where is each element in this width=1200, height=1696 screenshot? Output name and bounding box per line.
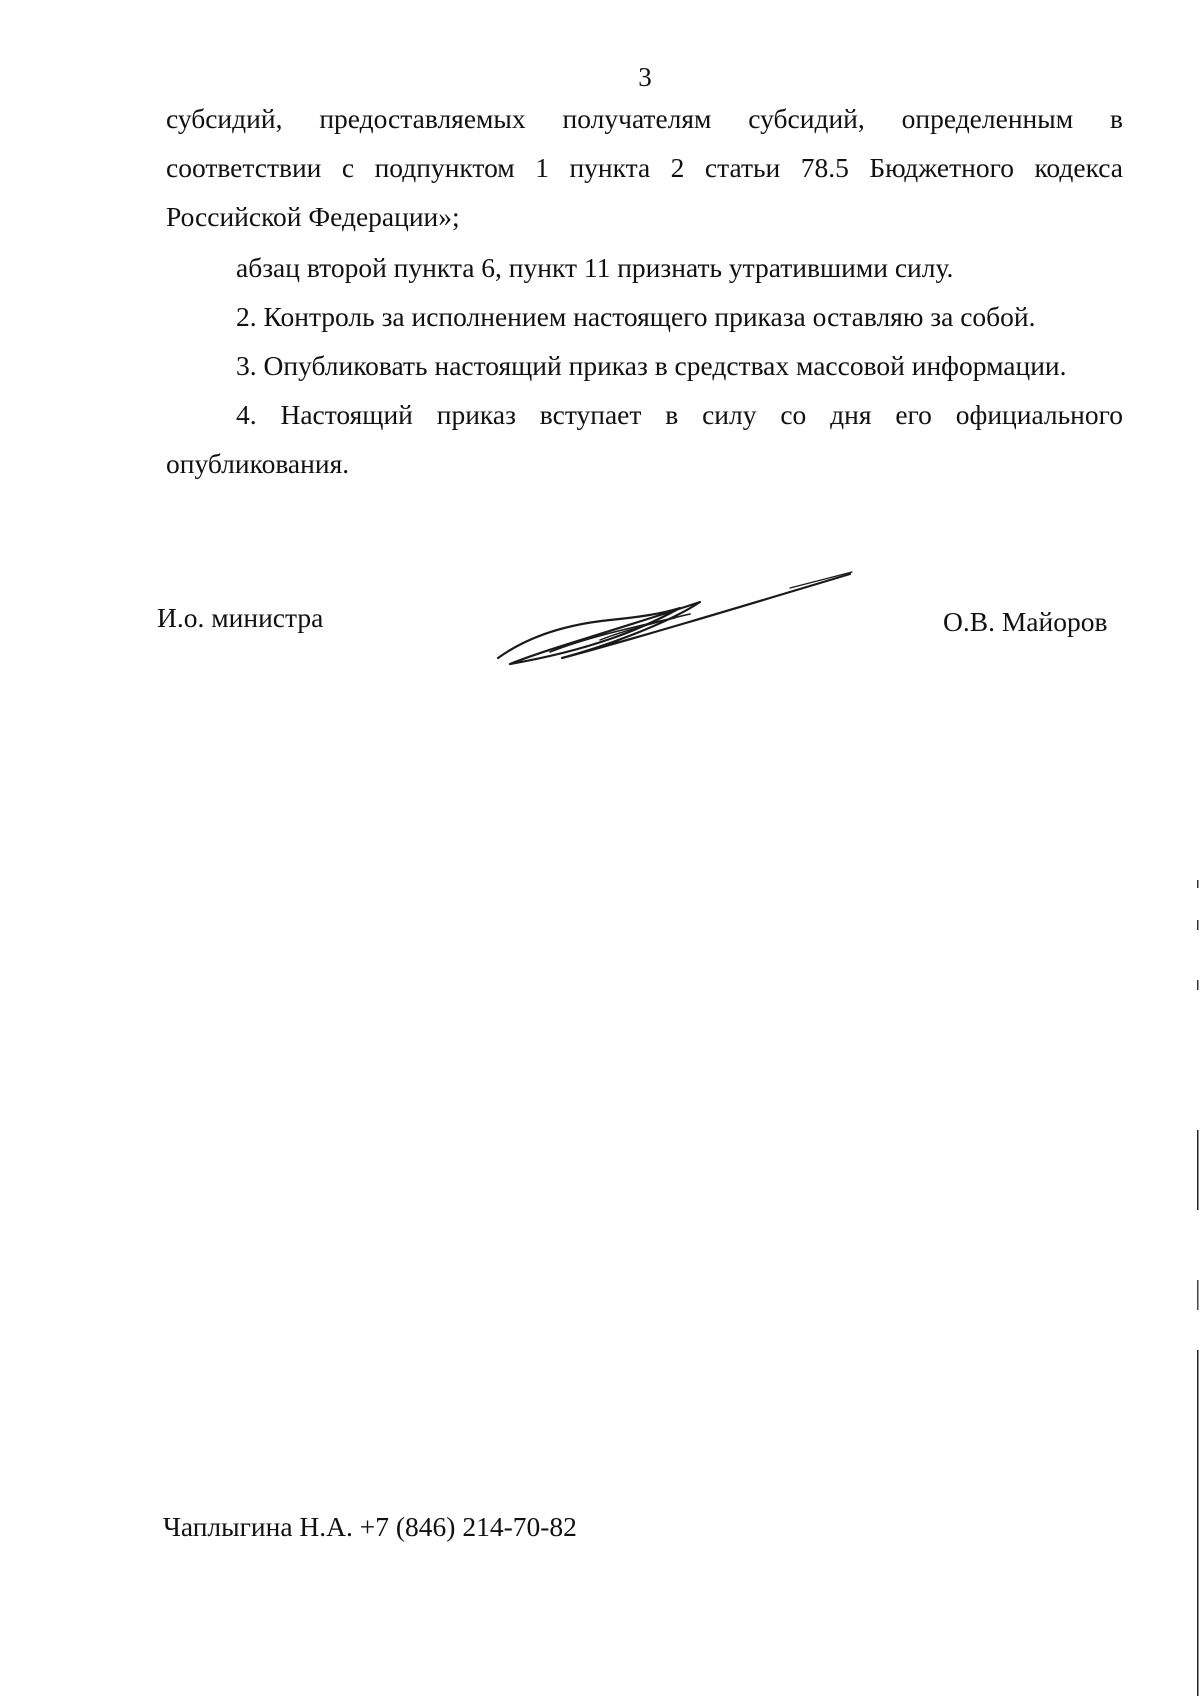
paragraph-item-2: 2. Контроль за исполнением настоящего приказа оставляю за собой.: [236, 301, 1036, 332]
document-body: [166, 94, 1123, 488]
paragraph-item-4: 4. Настоящий приказ вступает в силу со дня его официального опубликования.: [166, 399, 1123, 479]
handwritten-signature: [490, 540, 860, 670]
signer-position: И.о. министра: [157, 602, 324, 633]
contact-info: Чаплыгина Н.А. +7 (846) 214-70-82: [163, 1511, 577, 1542]
paragraph-continuation: субсидий, предоставляемых получателям субсидий, определенным в соответствии с подпунктом 1 пункта 2 статьи 78.5 Бюджетного кодекса Российской Федерации»;: [166, 103, 1123, 232]
signer-name: О.В. Майоров: [943, 606, 1108, 637]
scan-edge-marks: [1196, 880, 1200, 1696]
paragraph-repeal-clause: абзац второй пункта 6, пункт 11 признать утратившими силу.: [236, 252, 954, 283]
page-number: 3: [638, 62, 652, 92]
paragraph-item-3: 3. Опубликовать настоящий приказ в средствах массовой информации.: [236, 350, 1067, 381]
